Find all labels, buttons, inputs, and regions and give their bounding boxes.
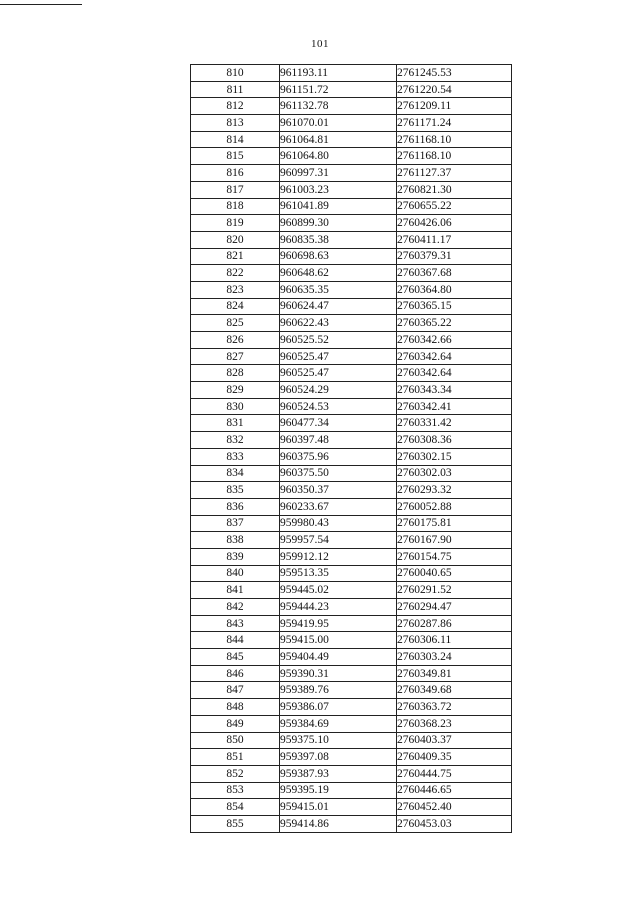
point-id-cell: 823 — [191, 281, 280, 298]
table-row — [191, 348, 512, 365]
x-coordinate-cell: 961151.72 — [280, 81, 397, 98]
point-id-cell: 814 — [191, 131, 280, 148]
y-coordinate-cell: 2760343.34 — [397, 382, 512, 399]
point-id-cell: 820 — [191, 231, 280, 248]
x-coordinate-cell: 960375.50 — [280, 465, 397, 482]
x-coordinate-cell: 959386.07 — [280, 699, 397, 716]
x-coordinate-cell: 960524.53 — [280, 398, 397, 415]
table-row — [191, 81, 512, 98]
y-coordinate-cell: 2760365.22 — [397, 315, 512, 332]
point-id-cell: 819 — [191, 215, 280, 232]
table-row — [191, 398, 512, 415]
point-id-cell: 838 — [191, 532, 280, 549]
table-row — [191, 215, 512, 232]
point-id-cell: 845 — [191, 649, 280, 666]
x-coordinate-cell: 960698.63 — [280, 248, 397, 265]
x-coordinate-cell: 960477.34 — [280, 415, 397, 432]
table-row — [191, 281, 512, 298]
y-coordinate-cell: 2760379.31 — [397, 248, 512, 265]
x-coordinate-cell: 960624.47 — [280, 298, 397, 315]
table-row — [191, 148, 512, 165]
point-id-cell: 839 — [191, 548, 280, 565]
y-coordinate-cell: 2760302.03 — [397, 465, 512, 482]
point-id-cell: 848 — [191, 699, 280, 716]
x-coordinate-cell: 960233.67 — [280, 498, 397, 515]
x-coordinate-cell: 959980.43 — [280, 515, 397, 532]
y-coordinate-cell: 2760446.65 — [397, 782, 512, 799]
point-id-cell: 827 — [191, 348, 280, 365]
y-coordinate-cell: 2760363.72 — [397, 699, 512, 716]
x-coordinate-cell: 960525.47 — [280, 365, 397, 382]
point-id-cell: 830 — [191, 398, 280, 415]
point-id-cell: 811 — [191, 81, 280, 98]
table-row — [191, 131, 512, 148]
y-coordinate-cell: 2761220.54 — [397, 81, 512, 98]
table-row — [191, 448, 512, 465]
table-row — [191, 565, 512, 582]
x-coordinate-cell: 959957.54 — [280, 532, 397, 549]
x-coordinate-cell: 959419.95 — [280, 615, 397, 632]
table-row — [191, 548, 512, 565]
table-row — [191, 715, 512, 732]
table-row — [191, 432, 512, 449]
x-coordinate-cell: 961041.89 — [280, 198, 397, 215]
point-id-cell: 849 — [191, 715, 280, 732]
x-coordinate-cell: 960648.62 — [280, 265, 397, 282]
point-id-cell: 817 — [191, 181, 280, 198]
x-coordinate-cell: 959414.86 — [280, 815, 397, 832]
top-rule — [0, 4, 82, 5]
point-id-cell: 854 — [191, 799, 280, 816]
y-coordinate-cell: 2760409.35 — [397, 749, 512, 766]
y-coordinate-cell: 2760308.36 — [397, 432, 512, 449]
point-id-cell: 813 — [191, 115, 280, 132]
table-row — [191, 682, 512, 699]
table-row — [191, 165, 512, 182]
point-id-cell: 825 — [191, 315, 280, 332]
y-coordinate-cell: 2760342.66 — [397, 332, 512, 349]
y-coordinate-cell: 2761171.24 — [397, 115, 512, 132]
x-coordinate-cell: 959395.19 — [280, 782, 397, 799]
table-row — [191, 482, 512, 499]
y-coordinate-cell: 2760342.64 — [397, 365, 512, 382]
x-coordinate-cell: 959404.49 — [280, 649, 397, 666]
table-row — [191, 815, 512, 832]
y-coordinate-cell: 2761209.11 — [397, 98, 512, 115]
x-coordinate-cell: 960899.30 — [280, 215, 397, 232]
table-row — [191, 65, 512, 82]
y-coordinate-cell: 2761127.37 — [397, 165, 512, 182]
table-row — [191, 98, 512, 115]
x-coordinate-cell: 959415.01 — [280, 799, 397, 816]
x-coordinate-cell: 960350.37 — [280, 482, 397, 499]
point-id-cell: 841 — [191, 582, 280, 599]
table-row — [191, 265, 512, 282]
table-row — [191, 415, 512, 432]
x-coordinate-cell: 959387.93 — [280, 765, 397, 782]
x-coordinate-cell: 959444.23 — [280, 599, 397, 616]
table-row — [191, 298, 512, 315]
y-coordinate-cell: 2760452.40 — [397, 799, 512, 816]
table-row — [191, 382, 512, 399]
table-row — [191, 615, 512, 632]
y-coordinate-cell: 2760303.24 — [397, 649, 512, 666]
point-id-cell: 828 — [191, 365, 280, 382]
y-coordinate-cell: 2760342.64 — [397, 348, 512, 365]
point-id-cell: 842 — [191, 599, 280, 616]
y-coordinate-cell: 2761168.10 — [397, 148, 512, 165]
point-id-cell: 834 — [191, 465, 280, 482]
coordinates-table-body — [191, 65, 512, 833]
x-coordinate-cell: 961193.11 — [280, 65, 397, 82]
table-row — [191, 765, 512, 782]
point-id-cell: 853 — [191, 782, 280, 799]
x-coordinate-cell: 960375.96 — [280, 448, 397, 465]
y-coordinate-cell: 2761245.53 — [397, 65, 512, 82]
x-coordinate-cell: 959415.00 — [280, 632, 397, 649]
table-row — [191, 248, 512, 265]
y-coordinate-cell: 2760368.23 — [397, 715, 512, 732]
point-id-cell: 835 — [191, 482, 280, 499]
y-coordinate-cell: 2760364.80 — [397, 281, 512, 298]
point-id-cell: 851 — [191, 749, 280, 766]
point-id-cell: 812 — [191, 98, 280, 115]
point-id-cell: 829 — [191, 382, 280, 399]
table-row — [191, 782, 512, 799]
y-coordinate-cell: 2760349.68 — [397, 682, 512, 699]
point-id-cell: 818 — [191, 198, 280, 215]
table-row — [191, 632, 512, 649]
y-coordinate-cell: 2760342.41 — [397, 398, 512, 415]
x-coordinate-cell: 960835.38 — [280, 231, 397, 248]
x-coordinate-cell: 960622.43 — [280, 315, 397, 332]
y-coordinate-cell: 2760331.42 — [397, 415, 512, 432]
x-coordinate-cell: 960997.31 — [280, 165, 397, 182]
table-row — [191, 599, 512, 616]
point-id-cell: 844 — [191, 632, 280, 649]
point-id-cell: 847 — [191, 682, 280, 699]
table-row — [191, 582, 512, 599]
point-id-cell: 840 — [191, 565, 280, 582]
table-row — [191, 332, 512, 349]
x-coordinate-cell: 959389.76 — [280, 682, 397, 699]
y-coordinate-cell: 2760287.86 — [397, 615, 512, 632]
x-coordinate-cell: 959390.31 — [280, 665, 397, 682]
x-coordinate-cell: 959445.02 — [280, 582, 397, 599]
table-row — [191, 649, 512, 666]
point-id-cell: 837 — [191, 515, 280, 532]
point-id-cell: 836 — [191, 498, 280, 515]
y-coordinate-cell: 2760052.88 — [397, 498, 512, 515]
y-coordinate-cell: 2760411.17 — [397, 231, 512, 248]
point-id-cell: 843 — [191, 615, 280, 632]
table-row — [191, 749, 512, 766]
point-id-cell: 810 — [191, 65, 280, 82]
x-coordinate-cell: 959384.69 — [280, 715, 397, 732]
point-id-cell: 846 — [191, 665, 280, 682]
point-id-cell: 824 — [191, 298, 280, 315]
table-row — [191, 515, 512, 532]
point-id-cell: 833 — [191, 448, 280, 465]
table-row — [191, 532, 512, 549]
y-coordinate-cell: 2761168.10 — [397, 131, 512, 148]
point-id-cell: 816 — [191, 165, 280, 182]
y-coordinate-cell: 2760403.37 — [397, 732, 512, 749]
y-coordinate-cell: 2760167.90 — [397, 532, 512, 549]
y-coordinate-cell: 2760453.03 — [397, 815, 512, 832]
y-coordinate-cell: 2760154.75 — [397, 548, 512, 565]
table-row — [191, 799, 512, 816]
point-id-cell: 850 — [191, 732, 280, 749]
y-coordinate-cell: 2760293.32 — [397, 482, 512, 499]
x-coordinate-cell: 959912.12 — [280, 548, 397, 565]
point-id-cell: 852 — [191, 765, 280, 782]
y-coordinate-cell: 2760367.68 — [397, 265, 512, 282]
x-coordinate-cell: 961070.01 — [280, 115, 397, 132]
y-coordinate-cell: 2760365.15 — [397, 298, 512, 315]
point-id-cell: 831 — [191, 415, 280, 432]
table-row — [191, 198, 512, 215]
table-row — [191, 665, 512, 682]
point-id-cell: 855 — [191, 815, 280, 832]
x-coordinate-cell: 960524.29 — [280, 382, 397, 399]
table-row — [191, 365, 512, 382]
y-coordinate-cell: 2760444.75 — [397, 765, 512, 782]
x-coordinate-cell: 961132.78 — [280, 98, 397, 115]
point-id-cell: 821 — [191, 248, 280, 265]
table-row — [191, 498, 512, 515]
table-row — [191, 181, 512, 198]
y-coordinate-cell: 2760306.11 — [397, 632, 512, 649]
table-row — [191, 732, 512, 749]
x-coordinate-cell: 960525.52 — [280, 332, 397, 349]
y-coordinate-cell: 2760349.81 — [397, 665, 512, 682]
y-coordinate-cell: 2760302.15 — [397, 448, 512, 465]
page-number: 101 — [311, 38, 329, 50]
x-coordinate-cell: 960397.48 — [280, 432, 397, 449]
table-row — [191, 315, 512, 332]
y-coordinate-cell: 2760655.22 — [397, 198, 512, 215]
y-coordinate-cell: 2760821.30 — [397, 181, 512, 198]
x-coordinate-cell: 961064.81 — [280, 131, 397, 148]
y-coordinate-cell: 2760040.65 — [397, 565, 512, 582]
x-coordinate-cell: 959513.35 — [280, 565, 397, 582]
x-coordinate-cell: 960635.35 — [280, 281, 397, 298]
x-coordinate-cell: 960525.47 — [280, 348, 397, 365]
table-row — [191, 115, 512, 132]
x-coordinate-cell: 959375.10 — [280, 732, 397, 749]
x-coordinate-cell: 961003.23 — [280, 181, 397, 198]
y-coordinate-cell: 2760426.06 — [397, 215, 512, 232]
point-id-cell: 832 — [191, 432, 280, 449]
y-coordinate-cell: 2760175.81 — [397, 515, 512, 532]
coordinates-table — [190, 64, 512, 833]
x-coordinate-cell: 961064.80 — [280, 148, 397, 165]
point-id-cell: 822 — [191, 265, 280, 282]
table-row — [191, 231, 512, 248]
y-coordinate-cell: 2760291.52 — [397, 582, 512, 599]
y-coordinate-cell: 2760294.47 — [397, 599, 512, 616]
point-id-cell: 815 — [191, 148, 280, 165]
table-row — [191, 699, 512, 716]
x-coordinate-cell: 959397.08 — [280, 749, 397, 766]
point-id-cell: 826 — [191, 332, 280, 349]
table-row — [191, 465, 512, 482]
